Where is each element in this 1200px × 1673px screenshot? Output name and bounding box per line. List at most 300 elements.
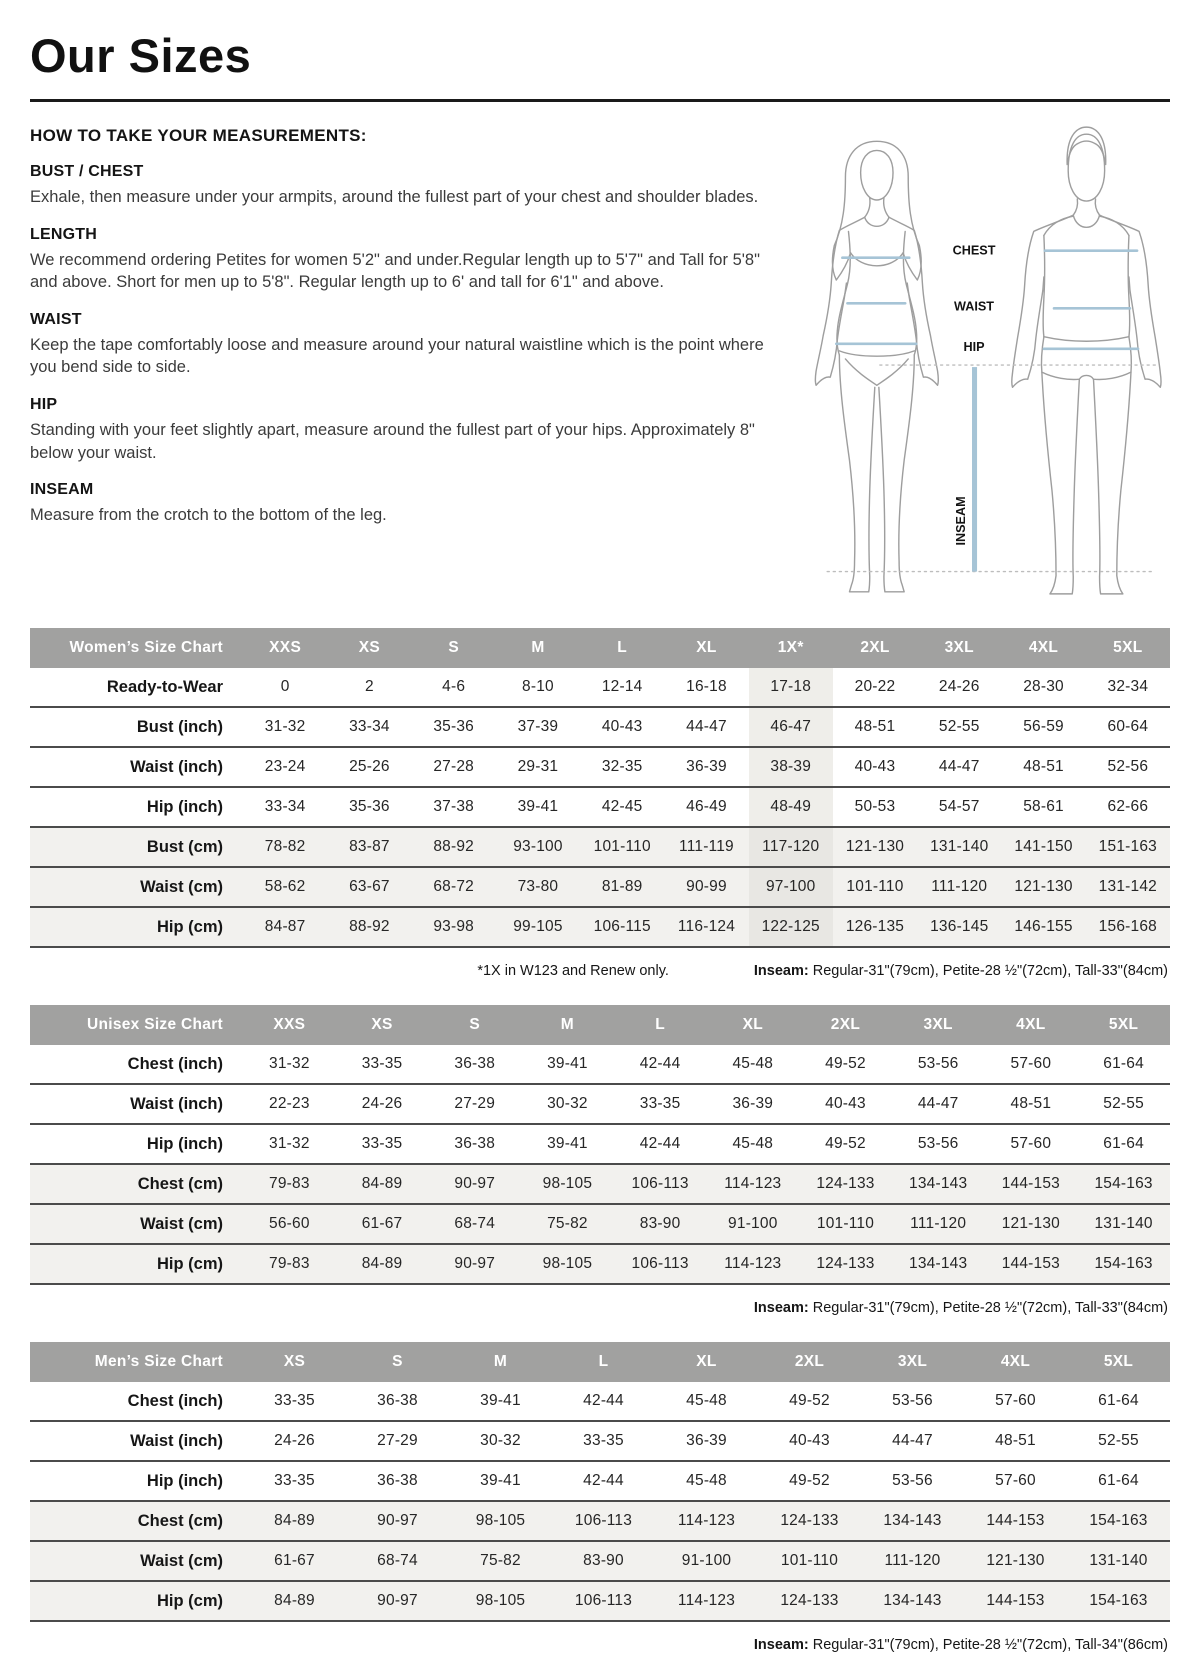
size-cell: 39-41 (521, 1124, 614, 1164)
section-text: Measure from the crotch to the bottom of the leg. (30, 506, 387, 525)
table-footnotes (32, 1300, 1168, 1318)
title-divider (30, 99, 1170, 102)
size-cell: 106-113 (552, 1581, 655, 1621)
size-cell: 144-153 (964, 1501, 1067, 1541)
size-cell: 35-36 (327, 787, 411, 827)
size-cell: 42-44 (552, 1382, 655, 1421)
inseam-bar (972, 367, 977, 572)
table-row (30, 1204, 1170, 1244)
size-cell: 62-66 (1086, 787, 1170, 827)
size-cell: 36-38 (428, 1124, 521, 1164)
row-label: Chest (inch) (30, 1382, 243, 1421)
size-column-header: 2XL (833, 628, 917, 668)
size-cell: 79-83 (243, 1244, 336, 1284)
size-cell: 27-29 (428, 1084, 521, 1124)
size-cell: 84-87 (243, 907, 327, 947)
size-cell: 122-125 (749, 907, 833, 947)
size-cell: 101-110 (580, 827, 664, 867)
size-cell: 31-32 (243, 1124, 336, 1164)
size-cell: 31-32 (243, 1045, 336, 1084)
size-cell: 48-51 (833, 707, 917, 747)
row-label: Chest (inch) (30, 1045, 243, 1084)
size-cell: 45-48 (655, 1461, 758, 1501)
table-title: Unisex Size Chart (30, 1005, 243, 1045)
size-cell: 42-44 (614, 1124, 707, 1164)
size-cell: 106-113 (614, 1244, 707, 1284)
size-cell: 27-29 (346, 1421, 449, 1461)
size-cell: 46-47 (749, 707, 833, 747)
womens-size-chart-section (30, 628, 1170, 981)
section-title: WAIST (30, 310, 82, 328)
size-cell: 121-130 (964, 1541, 1067, 1581)
unisex-size-chart (30, 1005, 1170, 1285)
size-column-header: XS (336, 1005, 429, 1045)
row-label: Hip (cm) (30, 1244, 243, 1284)
measurement-intro (30, 124, 1170, 604)
size-column-header: 4XL (985, 1005, 1078, 1045)
size-cell: 75-82 (449, 1541, 552, 1581)
size-column-header: 1X* (749, 628, 833, 668)
table-head (30, 1342, 1170, 1382)
size-cell: 114-123 (655, 1501, 758, 1541)
instructions-heading: HOW TO TAKE YOUR MEASUREMENTS: (30, 126, 367, 145)
size-column-header: L (552, 1342, 655, 1382)
size-cell: 124-133 (758, 1501, 861, 1541)
size-cell: 124-133 (799, 1244, 892, 1284)
size-cell: 111-120 (892, 1204, 985, 1244)
measurement-section-waist (30, 311, 768, 379)
size-cell: 49-52 (799, 1045, 892, 1084)
size-cell: 48-51 (964, 1421, 1067, 1461)
size-cell: 44-47 (892, 1084, 985, 1124)
size-cell: 40-43 (799, 1084, 892, 1124)
size-cell: 97-100 (749, 867, 833, 907)
size-cell: 32-35 (580, 747, 664, 787)
size-cell: 98-105 (521, 1164, 614, 1204)
section-title: HIP (30, 395, 58, 413)
size-cell: 117-120 (749, 827, 833, 867)
size-cell: 38-39 (749, 747, 833, 787)
female-figure (815, 141, 938, 592)
size-cell: 57-60 (964, 1461, 1067, 1501)
size-cell: 39-41 (496, 787, 580, 827)
table-head (30, 1005, 1170, 1045)
size-cell: 23-24 (243, 747, 327, 787)
table-row (30, 668, 1170, 707)
size-cell: 46-49 (664, 787, 748, 827)
waist-label: WAIST (954, 299, 995, 314)
size-column-header: M (521, 1005, 614, 1045)
size-cell: 56-60 (243, 1204, 336, 1244)
table-footnotes (32, 1637, 1168, 1655)
size-column-header: L (614, 1005, 707, 1045)
row-label: Chest (cm) (30, 1501, 243, 1541)
female-hair (833, 141, 922, 280)
size-cell: 52-55 (1077, 1084, 1170, 1124)
size-cell: 35-36 (412, 707, 496, 747)
size-column-header: XL (664, 628, 748, 668)
size-cell: 84-89 (243, 1501, 346, 1541)
size-cell: 90-97 (428, 1244, 521, 1284)
size-column-header: 3XL (917, 628, 1001, 668)
size-cell: 30-32 (449, 1421, 552, 1461)
size-cell: 98-105 (521, 1244, 614, 1284)
table-row (30, 1501, 1170, 1541)
size-cell: 4-6 (412, 668, 496, 707)
size-column-header: XL (655, 1342, 758, 1382)
size-cell: 31-32 (243, 707, 327, 747)
size-cell: 61-64 (1067, 1461, 1170, 1501)
size-cell: 30-32 (521, 1084, 614, 1124)
size-cell: 84-89 (336, 1244, 429, 1284)
size-cell: 83-90 (552, 1541, 655, 1581)
size-cell: 53-56 (861, 1382, 964, 1421)
row-label: Waist (inch) (30, 747, 243, 787)
size-cell: 52-56 (1086, 747, 1170, 787)
size-cell: 0 (243, 668, 327, 707)
row-label: Waist (cm) (30, 1204, 243, 1244)
size-cell: 22-23 (243, 1084, 336, 1124)
size-cell: 141-150 (1001, 827, 1085, 867)
table-row (30, 907, 1170, 947)
size-cell: 154-163 (1067, 1501, 1170, 1541)
size-column-header: 5XL (1077, 1005, 1170, 1045)
size-cell: 88-92 (412, 827, 496, 867)
size-cell: 111-120 (861, 1541, 964, 1581)
male-neckline (1073, 215, 1099, 227)
size-cell: 124-133 (758, 1581, 861, 1621)
size-cell: 124-133 (799, 1164, 892, 1204)
size-cell: 33-35 (336, 1124, 429, 1164)
size-cell: 42-45 (580, 787, 664, 827)
size-cell: 78-82 (243, 827, 327, 867)
size-cell: 68-74 (346, 1541, 449, 1581)
size-cell: 83-87 (327, 827, 411, 867)
section-text: We recommend ordering Petites for women 5'2" and under.Regular length up to 5'7" and Tall for 5'8" and above. Short for men up to 5'8". Regular length up to 6' and tall for 6'1" and above. (30, 250, 760, 292)
row-label: Chest (cm) (30, 1164, 243, 1204)
size-cell: 53-56 (892, 1045, 985, 1084)
male-shorts-waist (1044, 337, 1129, 342)
size-column-header: 2XL (799, 1005, 892, 1045)
size-cell: 136-145 (917, 907, 1001, 947)
table-row (30, 1541, 1170, 1581)
size-cell: 36-39 (664, 747, 748, 787)
size-cell: 36-38 (346, 1382, 449, 1421)
size-cell: 131-142 (1086, 867, 1170, 907)
size-column-header: 2XL (758, 1342, 861, 1382)
size-cell: 63-67 (327, 867, 411, 907)
size-cell: 61-67 (243, 1541, 346, 1581)
table-row (30, 1084, 1170, 1124)
inseam-note: Inseam: Regular-31"(79cm), Petite-28 ½"(72cm), Tall-34"(86cm) (753, 1637, 1168, 1653)
size-cell: 106-113 (614, 1164, 707, 1204)
size-cell: 20-22 (833, 668, 917, 707)
table-body (30, 1382, 1170, 1621)
section-title: LENGTH (30, 225, 97, 243)
size-cell: 154-163 (1077, 1164, 1170, 1204)
size-cell: 44-47 (664, 707, 748, 747)
measurement-instructions (30, 124, 768, 527)
size-cell: 36-39 (706, 1084, 799, 1124)
size-cell: 45-48 (706, 1045, 799, 1084)
size-cell: 134-143 (861, 1581, 964, 1621)
size-cell: 114-123 (706, 1164, 799, 1204)
header-row (30, 1342, 1170, 1382)
section-text: Exhale, then measure under your armpits, around the fullest part of your chest and shoulder blades. (30, 188, 759, 206)
size-cell: 53-56 (892, 1124, 985, 1164)
row-label: Ready-to-Wear (30, 668, 243, 707)
womens-size-chart (30, 628, 1170, 948)
table-head (30, 628, 1170, 668)
female-face (861, 150, 893, 200)
table-body (30, 1045, 1170, 1284)
size-column-header: 3XL (892, 1005, 985, 1045)
female-bikini (845, 359, 908, 385)
female-neckline (865, 217, 889, 226)
table-row (30, 1421, 1170, 1461)
size-column-header: S (346, 1342, 449, 1382)
size-cell: 90-97 (428, 1164, 521, 1204)
table-title: Women’s Size Chart (30, 628, 243, 668)
size-cell: 33-35 (336, 1045, 429, 1084)
size-cell: 53-56 (861, 1461, 964, 1501)
size-column-header: M (496, 628, 580, 668)
inseam-note: Inseam: Regular-31"(79cm), Petite-28 ½"(72cm), Tall-33"(84cm) (753, 1300, 1168, 1316)
size-cell: 28-30 (1001, 668, 1085, 707)
size-column-header: S (412, 628, 496, 668)
size-column-header: XXS (243, 628, 327, 668)
size-cell: 42-44 (614, 1045, 707, 1084)
size-cell: 84-89 (336, 1164, 429, 1204)
size-cell: 81-89 (580, 867, 664, 907)
size-cell: 24-26 (243, 1421, 346, 1461)
size-cell: 36-38 (346, 1461, 449, 1501)
size-column-header: XL (706, 1005, 799, 1045)
size-cell: 126-135 (833, 907, 917, 947)
hip-label: HIP (963, 339, 985, 354)
size-cell: 154-163 (1077, 1244, 1170, 1284)
size-column-header: S (428, 1005, 521, 1045)
size-cell: 131-140 (917, 827, 1001, 867)
row-label: Hip (cm) (30, 907, 243, 947)
size-cell: 40-43 (758, 1421, 861, 1461)
size-cell: 40-43 (580, 707, 664, 747)
size-cell: 68-72 (412, 867, 496, 907)
size-cell: 33-35 (243, 1461, 346, 1501)
mens-size-chart-section (30, 1342, 1170, 1655)
section-title: BUST / CHEST (30, 163, 144, 180)
size-cell: 58-61 (1001, 787, 1085, 827)
mens-size-chart (30, 1342, 1170, 1622)
size-cell: 131-140 (1077, 1204, 1170, 1244)
table-body (30, 668, 1170, 947)
size-column-header: M (449, 1342, 552, 1382)
size-cell: 91-100 (706, 1204, 799, 1244)
size-cell: 61-64 (1077, 1045, 1170, 1084)
size-cell: 101-110 (833, 867, 917, 907)
size-cell: 45-48 (706, 1124, 799, 1164)
size-cell: 134-143 (892, 1164, 985, 1204)
size-charts (30, 628, 1170, 1655)
size-cell: 134-143 (892, 1244, 985, 1284)
table-row (30, 1045, 1170, 1084)
size-cell: 101-110 (758, 1541, 861, 1581)
size-column-header: L (580, 628, 664, 668)
size-cell: 146-155 (1001, 907, 1085, 947)
size-cell: 58-62 (243, 867, 327, 907)
size-cell: 61-64 (1067, 1382, 1170, 1421)
table-title: Men’s Size Chart (30, 1342, 243, 1382)
table-row (30, 1124, 1170, 1164)
size-cell: 12-14 (580, 668, 664, 707)
header-row (30, 1005, 1170, 1045)
size-cell: 154-163 (1067, 1581, 1170, 1621)
size-cell: 91-100 (655, 1541, 758, 1581)
row-label: Bust (inch) (30, 707, 243, 747)
size-cell: 42-44 (552, 1461, 655, 1501)
size-cell: 36-39 (655, 1421, 758, 1461)
row-label: Hip (cm) (30, 1581, 243, 1621)
size-cell: 56-59 (1001, 707, 1085, 747)
size-cell: 111-120 (917, 867, 1001, 907)
size-cell: 39-41 (521, 1045, 614, 1084)
size-cell: 99-105 (496, 907, 580, 947)
size-cell: 114-123 (706, 1244, 799, 1284)
inseam-note: Inseam: Regular-31"(79cm), Petite-28 ½"(72cm), Tall-33"(84cm) (753, 963, 1168, 979)
size-cell: 57-60 (985, 1045, 1078, 1084)
size-cell: 39-41 (449, 1461, 552, 1501)
size-cell: 36-38 (428, 1045, 521, 1084)
size-cell: 116-124 (664, 907, 748, 947)
table-row (30, 1244, 1170, 1284)
male-face (1068, 134, 1104, 201)
row-label: Waist (cm) (30, 867, 243, 907)
row-label: Waist (inch) (30, 1084, 243, 1124)
size-cell: 90-99 (664, 867, 748, 907)
size-cell: 98-105 (449, 1581, 552, 1621)
size-cell: 52-55 (1067, 1421, 1170, 1461)
size-cell: 50-53 (833, 787, 917, 827)
size-cell: 79-83 (243, 1164, 336, 1204)
male-figure (1012, 127, 1161, 594)
size-cell: 93-98 (412, 907, 496, 947)
size-cell: 90-97 (346, 1501, 449, 1541)
size-cell: 44-47 (861, 1421, 964, 1461)
size-cell: 33-35 (552, 1421, 655, 1461)
table-footnotes (32, 963, 1168, 981)
measurement-section-bust-chest (30, 163, 768, 209)
size-cell: 49-52 (799, 1124, 892, 1164)
page-title: Our Sizes (30, 29, 252, 82)
measurement-section-inseam (30, 481, 768, 527)
size-cell: 114-123 (655, 1581, 758, 1621)
table-row (30, 827, 1170, 867)
size-cell: 2 (327, 668, 411, 707)
section-title: INSEAM (30, 481, 94, 499)
size-cell: 8-10 (496, 668, 580, 707)
size-cell: 48-49 (749, 787, 833, 827)
asterisk-note: *1X in W123 and Renew only. (477, 963, 669, 979)
size-cell: 98-105 (449, 1501, 552, 1541)
size-column-header: 3XL (861, 1342, 964, 1382)
size-cell: 121-130 (1001, 867, 1085, 907)
size-cell: 144-153 (964, 1581, 1067, 1621)
size-cell: 83-90 (614, 1204, 707, 1244)
size-cell: 25-26 (327, 747, 411, 787)
size-cell: 134-143 (861, 1501, 964, 1541)
size-column-header: XS (243, 1342, 346, 1382)
size-cell: 48-51 (1001, 747, 1085, 787)
unisex-size-chart-section (30, 1005, 1170, 1318)
size-column-header: XXS (243, 1005, 336, 1045)
row-label: Waist (cm) (30, 1541, 243, 1581)
chest-label: CHEST (952, 243, 996, 258)
table-row (30, 747, 1170, 787)
size-cell: 101-110 (799, 1204, 892, 1244)
section-text: Keep the tape comfortably loose and measure around your natural waistline which is the point where you bend side to side. (30, 335, 764, 377)
size-cell: 61-64 (1077, 1124, 1170, 1164)
row-label: Hip (inch) (30, 1461, 243, 1501)
size-cell: 84-89 (243, 1581, 346, 1621)
size-column-header: 4XL (964, 1342, 1067, 1382)
size-cell: 106-115 (580, 907, 664, 947)
size-cell: 16-18 (664, 668, 748, 707)
size-cell: 144-153 (985, 1244, 1078, 1284)
size-cell: 60-64 (1086, 707, 1170, 747)
size-cell: 37-38 (412, 787, 496, 827)
size-cell: 156-168 (1086, 907, 1170, 947)
size-cell: 111-119 (664, 827, 748, 867)
size-cell: 88-92 (327, 907, 411, 947)
size-cell: 49-52 (758, 1382, 861, 1421)
size-cell: 33-34 (327, 707, 411, 747)
inseam-label: INSEAM (953, 496, 968, 546)
size-cell: 144-153 (985, 1164, 1078, 1204)
size-cell: 39-41 (449, 1382, 552, 1421)
size-cell: 24-26 (336, 1084, 429, 1124)
size-cell: 90-97 (346, 1581, 449, 1621)
male-hair (1067, 127, 1106, 164)
table-row (30, 787, 1170, 827)
size-column-header: 5XL (1086, 628, 1170, 668)
section-text: Standing with your feet slightly apart, measure around the fullest part of your hips. Approximately 8" below your waist. (30, 420, 755, 462)
row-label: Hip (inch) (30, 1124, 243, 1164)
size-cell: 68-74 (428, 1204, 521, 1244)
size-column-header: 4XL (1001, 628, 1085, 668)
size-cell: 40-43 (833, 747, 917, 787)
table-row (30, 1382, 1170, 1421)
table-row (30, 1461, 1170, 1501)
table-row (30, 1581, 1170, 1621)
size-cell: 57-60 (985, 1124, 1078, 1164)
size-cell: 61-67 (336, 1204, 429, 1244)
row-label: Hip (inch) (30, 787, 243, 827)
size-cell: 33-35 (243, 1382, 346, 1421)
row-label: Bust (cm) (30, 827, 243, 867)
table-row (30, 707, 1170, 747)
size-cell: 33-35 (614, 1084, 707, 1124)
size-cell: 151-163 (1086, 827, 1170, 867)
size-cell: 75-82 (521, 1204, 614, 1244)
measurement-section-hip (30, 396, 768, 464)
size-cell: 29-31 (496, 747, 580, 787)
size-cell: 48-51 (985, 1084, 1078, 1124)
body-measurement-diagram (774, 118, 1170, 604)
size-cell: 121-130 (833, 827, 917, 867)
size-cell: 27-28 (412, 747, 496, 787)
size-cell: 17-18 (749, 668, 833, 707)
size-column-header: 5XL (1067, 1342, 1170, 1382)
